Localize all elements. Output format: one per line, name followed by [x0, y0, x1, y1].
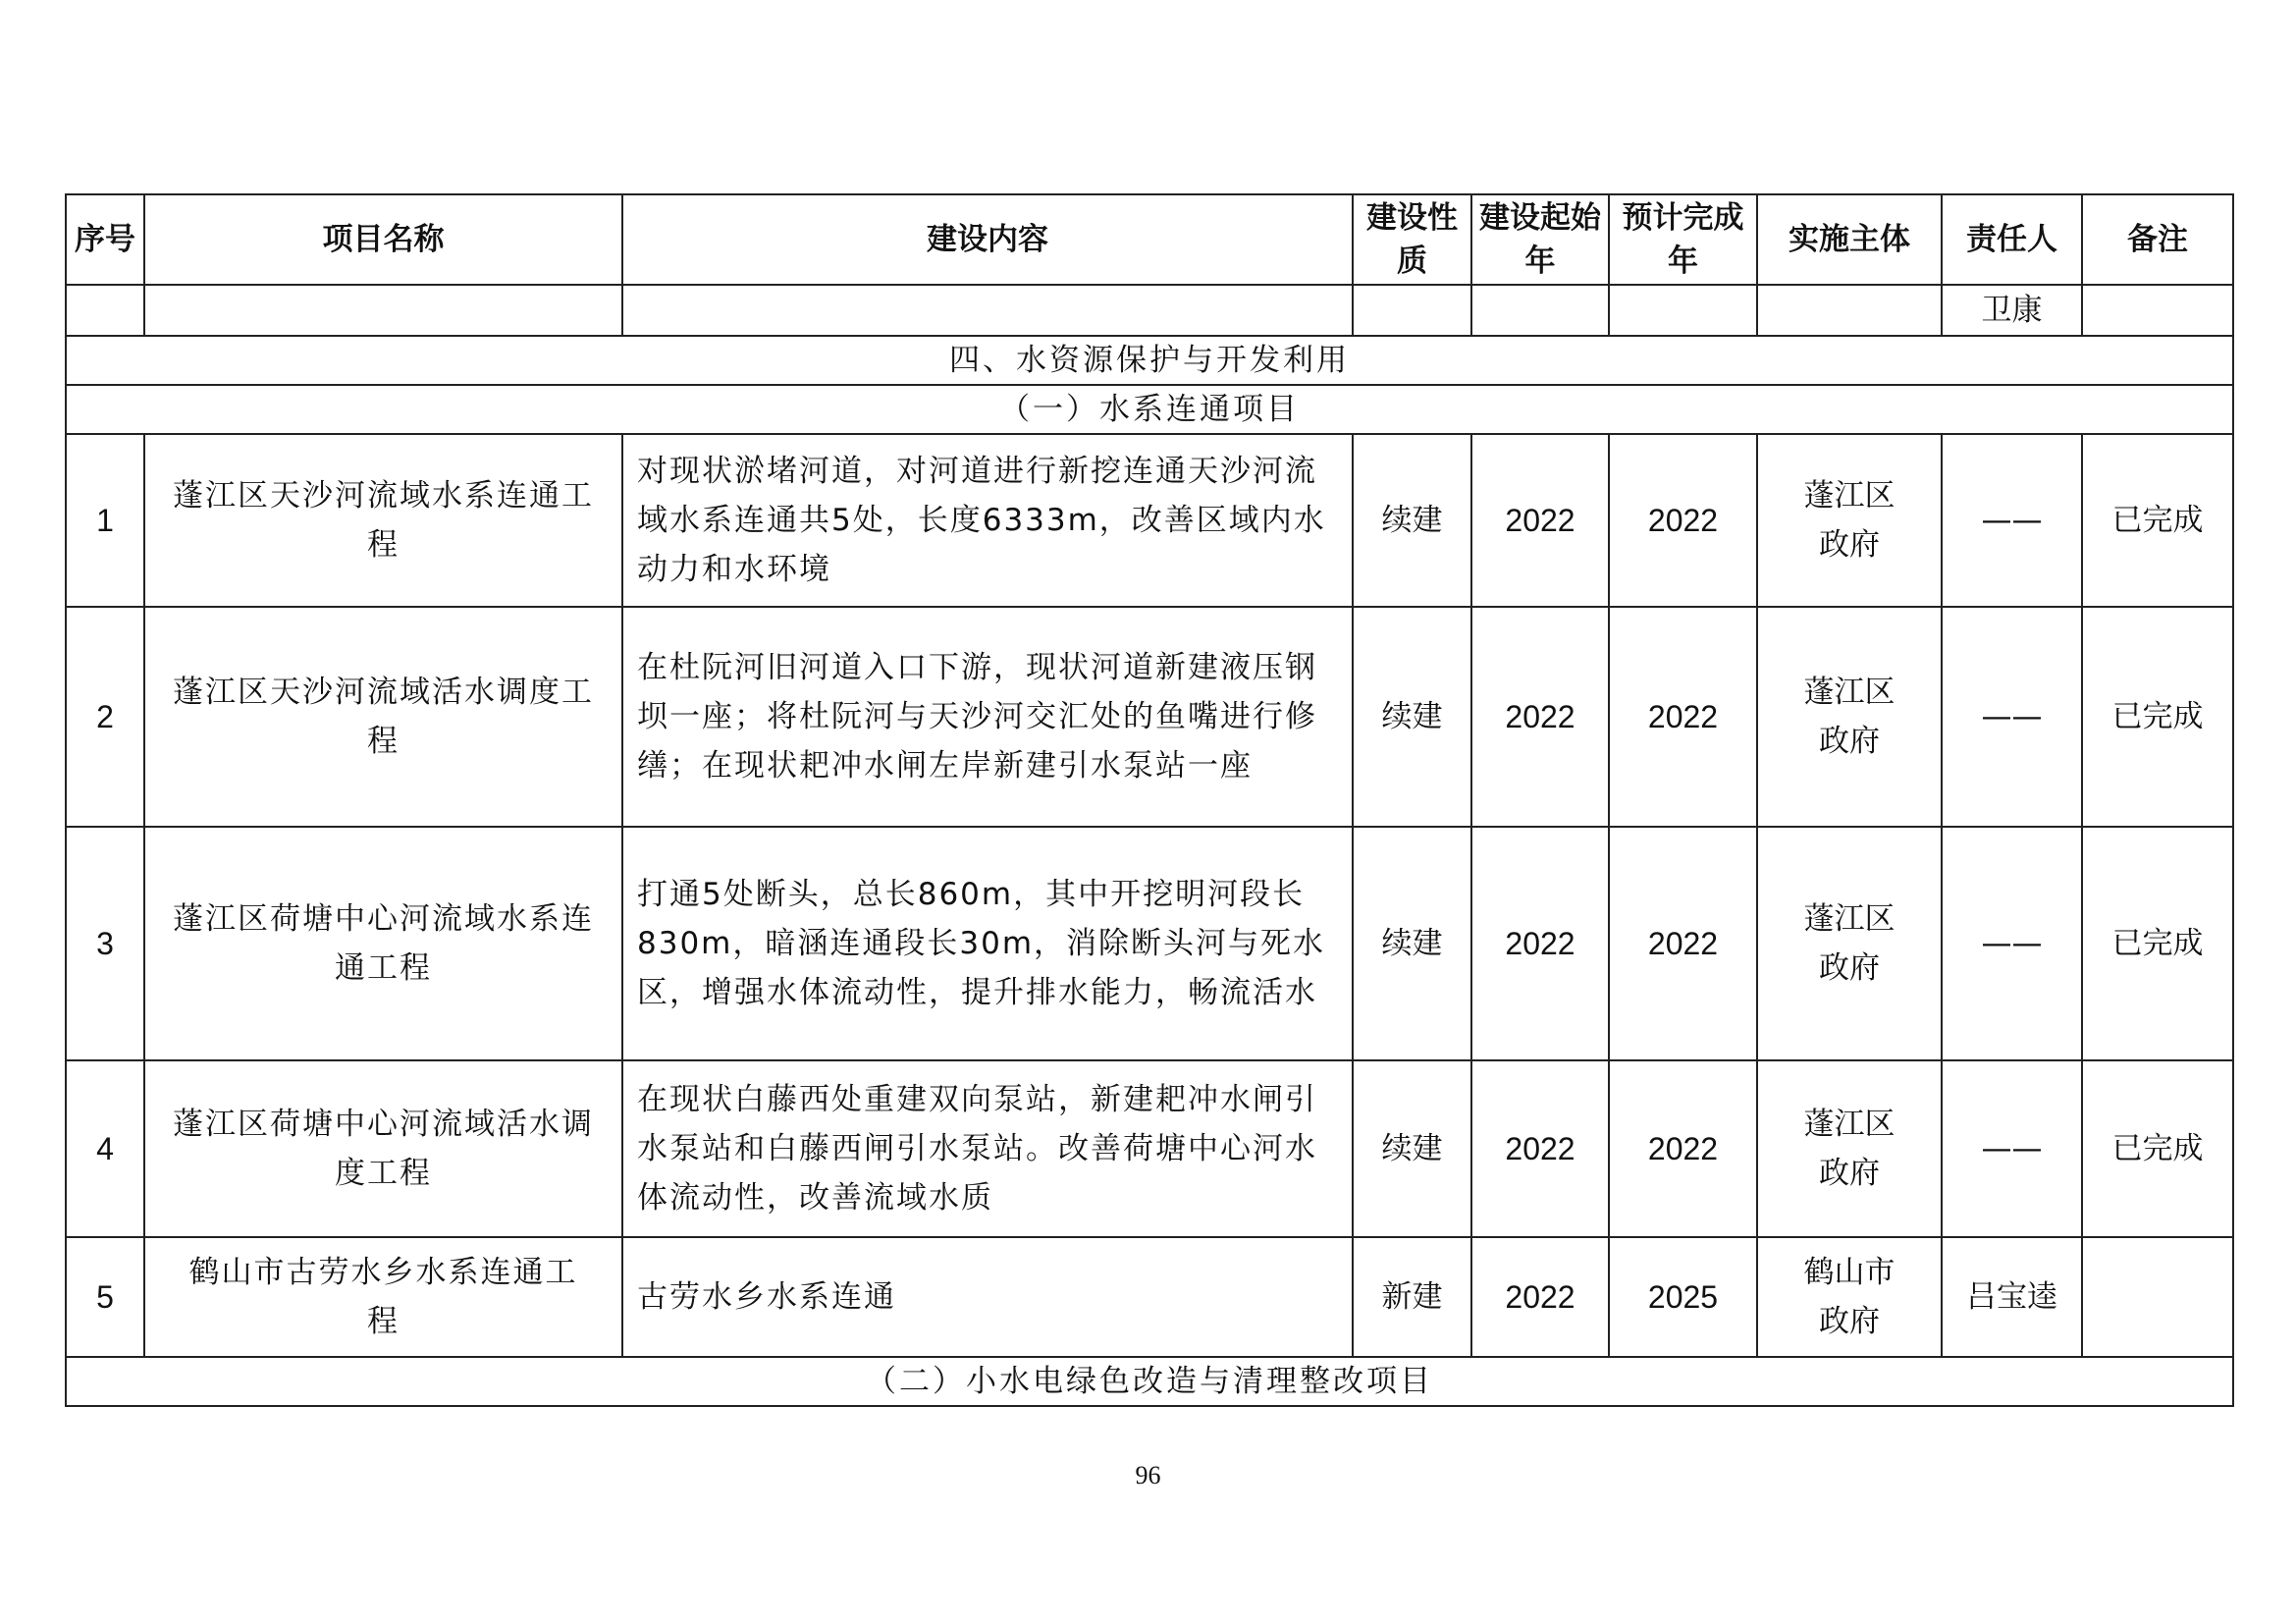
table-row	[66, 607, 2233, 827]
row-content: 对现状淤堵河道，对河道进行新挖连通天沙河流域水系连通共5处，长度6333m，改善区域内水动力和水环境	[622, 434, 1353, 607]
row-start: 2022	[1471, 607, 1609, 827]
page-number: 96	[1135, 1461, 1161, 1489]
carryover-entity	[1757, 285, 1942, 336]
carryover-note	[2082, 285, 2233, 336]
row-end: 2022	[1609, 1060, 1757, 1237]
header-row	[66, 194, 2233, 285]
carryover-start	[1471, 285, 1609, 336]
table-row	[66, 434, 2233, 607]
row-person: ——	[1942, 434, 2082, 607]
row-seq: 2	[66, 607, 144, 827]
row-entity: 蓬江区政府	[1757, 434, 1942, 607]
row-nature: 新建	[1353, 1237, 1471, 1357]
table-row	[66, 1237, 2233, 1357]
section-title: 四、水资源保护与开发利用	[66, 336, 2233, 385]
carryover-seq	[66, 285, 144, 336]
row-start: 2022	[1471, 1060, 1609, 1237]
row-content: 古劳水乡水系连通	[622, 1237, 1353, 1357]
row-entity: 蓬江区政府	[1757, 827, 1942, 1060]
subsection-title-2: （二）小水电绿色改造与清理整改项目	[66, 1357, 2233, 1406]
row-nature: 续建	[1353, 434, 1471, 607]
row-nature: 续建	[1353, 1060, 1471, 1237]
carryover-content	[622, 285, 1353, 336]
table-row	[66, 827, 2233, 1060]
row-name: 蓬江区荷塘中心河流域活水调度工程	[144, 1060, 622, 1237]
section-row	[66, 336, 2233, 385]
row-end: 2022	[1609, 434, 1757, 607]
row-nature: 续建	[1353, 607, 1471, 827]
row-start: 2022	[1471, 1237, 1609, 1357]
row-entity: 蓬江区政府	[1757, 1060, 1942, 1237]
carryover-nature	[1353, 285, 1471, 336]
row-name: 蓬江区天沙河流域水系连通工程	[144, 434, 622, 607]
row-note: 已完成	[2082, 434, 2233, 607]
header-end: 预计完成年	[1609, 194, 1757, 285]
header-start: 建设起始年	[1471, 194, 1609, 285]
carryover-name	[144, 285, 622, 336]
row-person: ——	[1942, 1060, 2082, 1237]
header-entity: 实施主体	[1757, 194, 1942, 285]
row-end: 2025	[1609, 1237, 1757, 1357]
carryover-person: 卫康	[1942, 285, 2082, 336]
row-note	[2082, 1237, 2233, 1357]
row-name: 鹤山市古劳水乡水系连通工程	[144, 1237, 622, 1357]
row-nature: 续建	[1353, 827, 1471, 1060]
row-note: 已完成	[2082, 607, 2233, 827]
row-seq: 3	[66, 827, 144, 1060]
row-entity: 蓬江区政府	[1757, 607, 1942, 827]
row-content: 在现状白藤西处重建双向泵站，新建耙冲水闸引水泵站和白藤西闸引水泵站。改善荷塘中心河水体流动性，改善流域水质	[622, 1060, 1353, 1237]
carryover-row	[66, 285, 2233, 336]
row-name: 蓬江区荷塘中心河流域水系连通工程	[144, 827, 622, 1060]
row-seq: 1	[66, 434, 144, 607]
header-nature: 建设性质	[1353, 194, 1471, 285]
row-note: 已完成	[2082, 827, 2233, 1060]
row-end: 2022	[1609, 607, 1757, 827]
row-note: 已完成	[2082, 1060, 2233, 1237]
header-content: 建设内容	[622, 194, 1353, 285]
header-name: 项目名称	[144, 194, 622, 285]
header-seq: 序号	[66, 194, 144, 285]
row-person: ——	[1942, 827, 2082, 1060]
row-start: 2022	[1471, 827, 1609, 1060]
carryover-end	[1609, 285, 1757, 336]
row-content: 在杜阮河旧河道入口下游，现状河道新建液压钢坝一座；将杜阮河与天沙河交汇处的鱼嘴进行修缮；在现状耙冲水闸左岸新建引水泵站一座	[622, 607, 1353, 827]
subsection-title-1: （一）水系连通项目	[66, 385, 2233, 434]
header-note: 备注	[2082, 194, 2233, 285]
row-seq: 5	[66, 1237, 144, 1357]
subsection-row-2	[66, 1357, 2233, 1406]
row-person: 吕宝逵	[1942, 1237, 2082, 1357]
row-entity: 鹤山市政府	[1757, 1237, 1942, 1357]
row-content: 打通5处断头，总长860m，其中开挖明河段长830m，暗涵连通段长30m，消除断头河与死水区，增强水体流动性，提升排水能力，畅流活水	[622, 827, 1353, 1060]
project-table	[65, 193, 2234, 1407]
row-person: ——	[1942, 607, 2082, 827]
header-person: 责任人	[1942, 194, 2082, 285]
row-start: 2022	[1471, 434, 1609, 607]
row-name: 蓬江区天沙河流域活水调度工程	[144, 607, 622, 827]
row-end: 2022	[1609, 827, 1757, 1060]
subsection-row-1	[66, 385, 2233, 434]
table-row	[66, 1060, 2233, 1237]
row-seq: 4	[66, 1060, 144, 1237]
